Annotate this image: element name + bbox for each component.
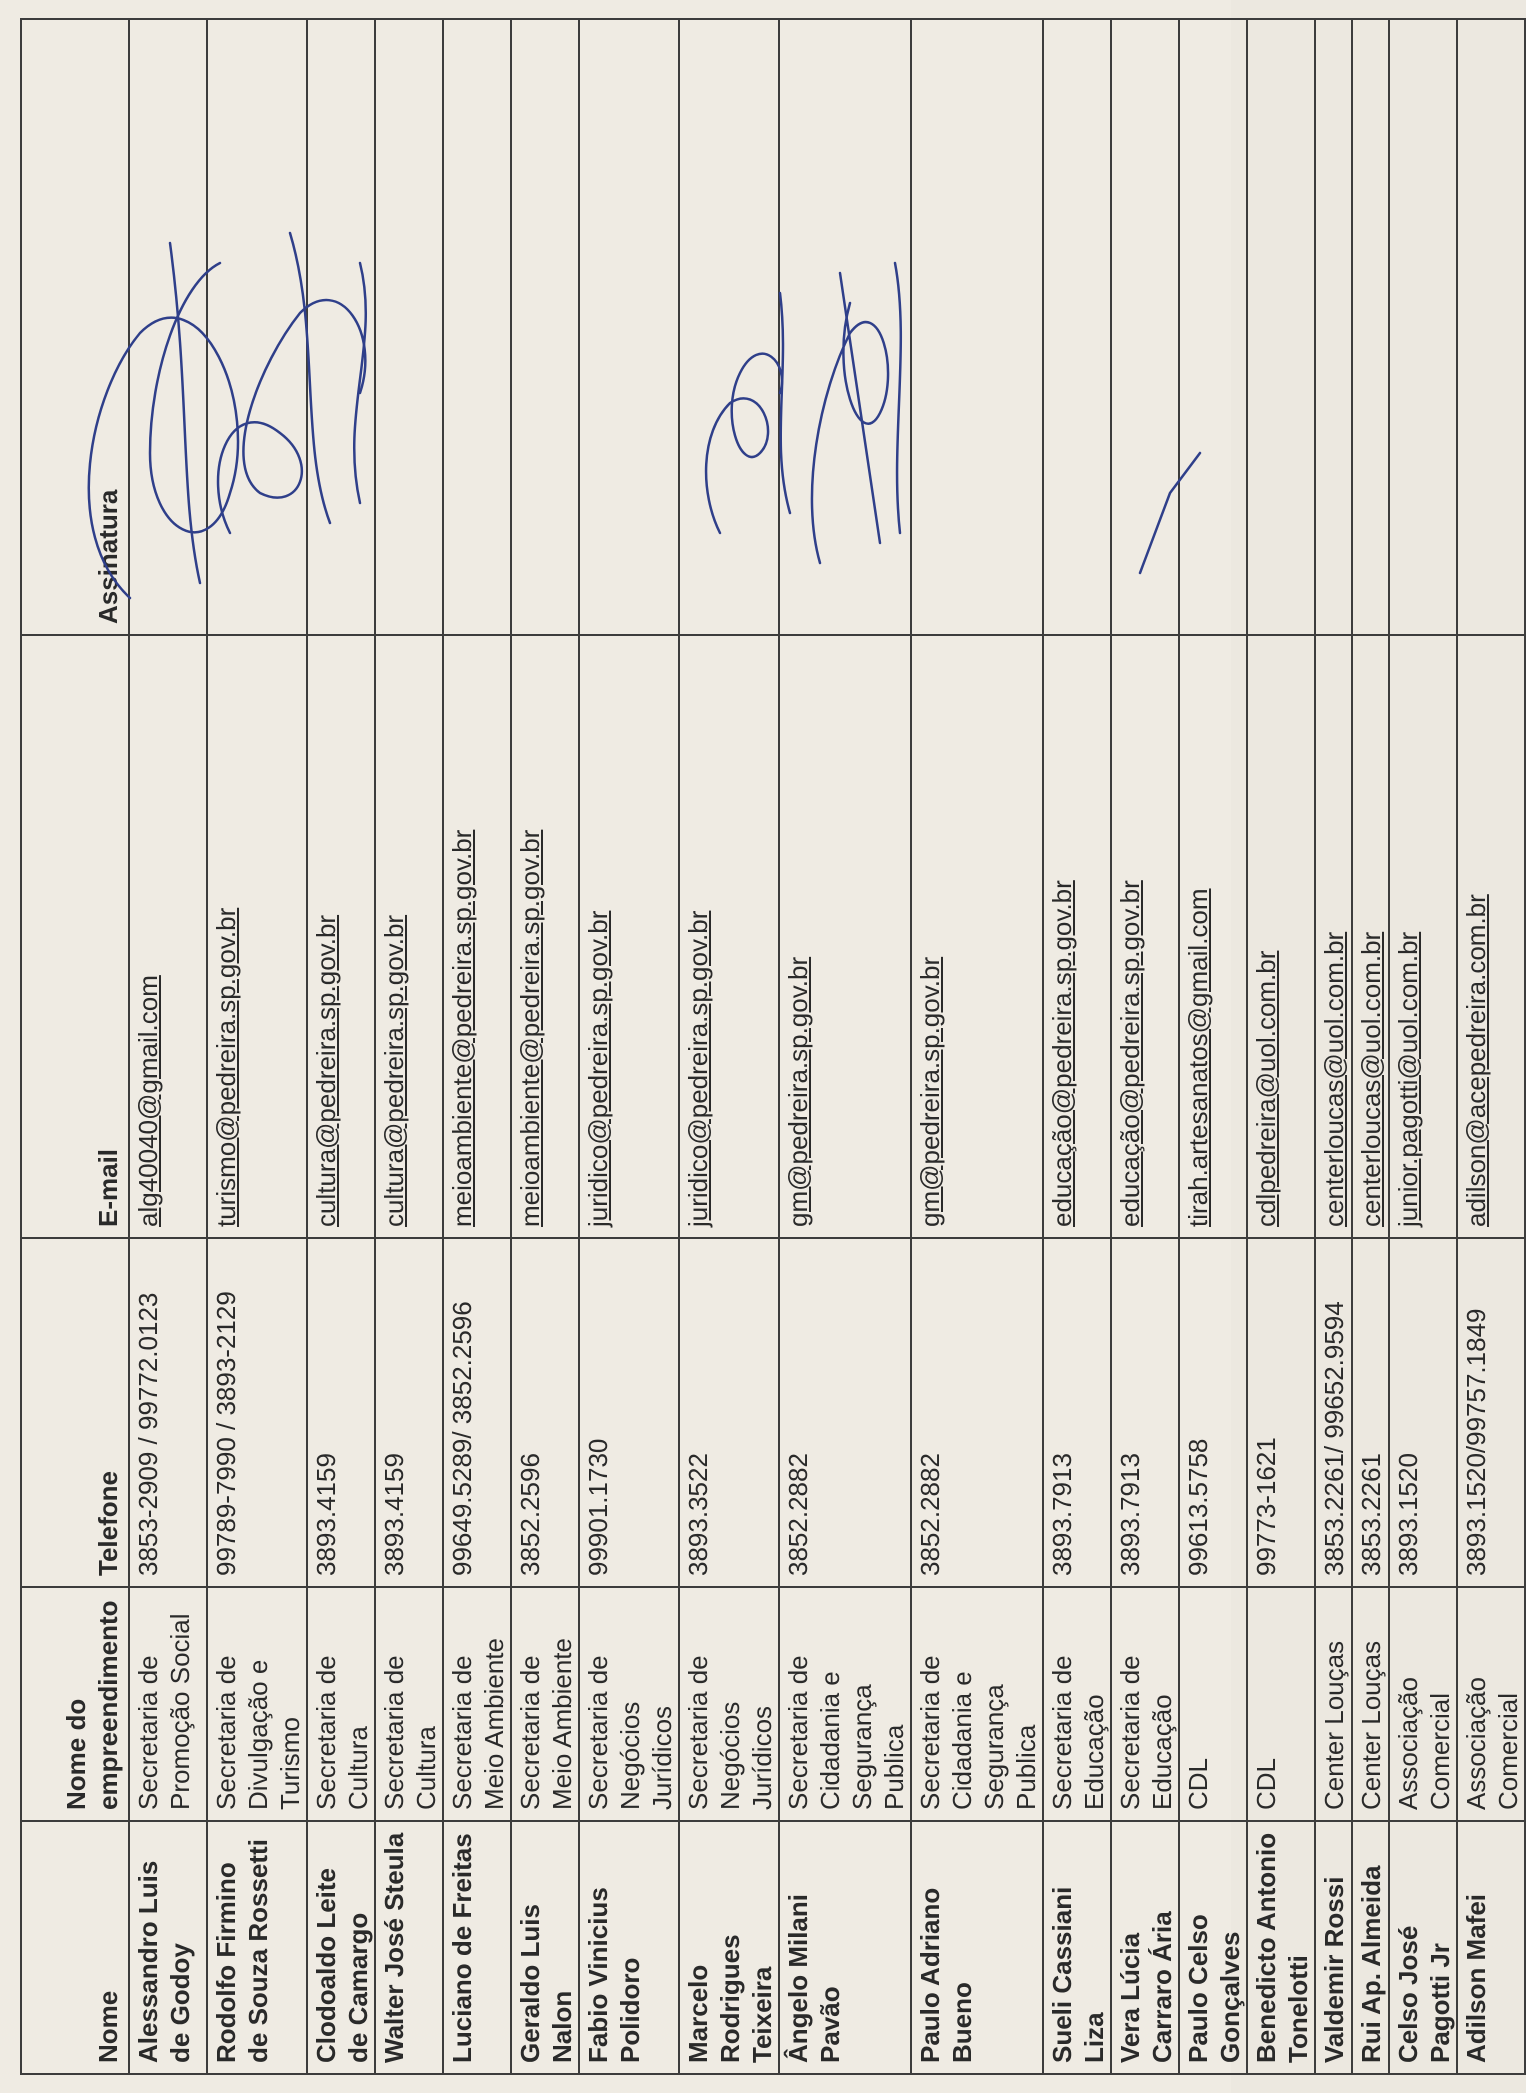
email-address <box>511 635 579 1238</box>
phone-number: 99649.5289/ 3852.2596 <box>443 1238 511 1587</box>
email-address <box>579 635 679 1238</box>
signature-cell <box>1043 19 1111 635</box>
participant-name: Alessandro Luis de Godoy <box>129 1821 207 2074</box>
email-text: meioambiente@pedreira.sp.gov.br <box>515 829 545 1227</box>
table-row <box>1352 19 1389 2074</box>
email-address <box>1111 635 1179 1238</box>
attendance-table <box>20 18 1526 2075</box>
email-text: centerloucas@uol.com.br <box>1319 931 1349 1227</box>
signature-cell <box>1111 19 1179 635</box>
table-row <box>375 19 443 2074</box>
enterprise-name: Secretaria de Educação <box>1043 1587 1111 1821</box>
phone-number: 3893.4159 <box>375 1238 443 1587</box>
table-row <box>779 19 911 2074</box>
table-row <box>307 19 375 2074</box>
header-row <box>21 19 129 2074</box>
table-body <box>129 19 1525 2074</box>
enterprise-name: CDL <box>1247 1587 1315 1821</box>
signature-cell <box>779 19 911 635</box>
email-address <box>443 635 511 1238</box>
signature-cell <box>443 19 511 635</box>
enterprise-name: Associação Comercial <box>1457 1587 1525 1821</box>
email-text: cultura@pedreira.sp.gov.br <box>379 914 409 1227</box>
phone-number: 99613.5758 <box>1179 1238 1247 1587</box>
enterprise-name: CDL <box>1179 1587 1247 1821</box>
phone-number: 3893.3522 <box>679 1238 779 1587</box>
enterprise-name: Secretaria de Negócios Jurídicos <box>679 1587 779 1821</box>
table-row <box>511 19 579 2074</box>
email-address <box>1389 635 1457 1238</box>
email-text: junior.pagotti@uol.com.br <box>1393 931 1423 1227</box>
header-email: E-mail <box>21 635 129 1238</box>
table-row <box>1457 19 1525 2074</box>
table-row <box>1179 19 1247 2074</box>
phone-number: 3893.1520/99757.1849 <box>1457 1238 1525 1587</box>
signature-cell <box>911 19 1043 635</box>
signature-cell <box>207 19 307 635</box>
email-text: gm@pedreira.sp.gov.br <box>915 956 945 1227</box>
participant-name: Valdemir Rossi <box>1315 1821 1352 2074</box>
phone-number: 3893.7913 <box>1111 1238 1179 1587</box>
header-telefone: Telefone <box>21 1238 129 1587</box>
email-address <box>679 635 779 1238</box>
signature-cell <box>307 19 375 635</box>
signature-cell <box>511 19 579 635</box>
phone-number: 3893.1520 <box>1389 1238 1457 1587</box>
email-address <box>1043 635 1111 1238</box>
enterprise-name: Secretaria de Cidadania e Segurança Publica <box>911 1587 1043 1821</box>
table-row <box>1247 19 1315 2074</box>
email-text: educação@pedreira.sp.gov.br <box>1115 880 1145 1227</box>
enterprise-name: Secretaria de Educação <box>1111 1587 1179 1821</box>
phone-number: 3853.2261 <box>1352 1238 1389 1587</box>
signature-cell <box>1457 19 1525 635</box>
email-text: centerloucas@uol.com.br <box>1356 931 1386 1227</box>
participant-name: Rodolfo Firmino de Souza Rossetti <box>207 1821 307 2074</box>
phone-number: 3853-2909 / 99772.0123 <box>129 1238 207 1587</box>
email-text: gm@pedreira.sp.gov.br <box>783 956 813 1227</box>
phone-number: 3852.2882 <box>779 1238 911 1587</box>
email-text: educação@pedreira.sp.gov.br <box>1047 880 1077 1227</box>
phone-number: 3852.2596 <box>511 1238 579 1587</box>
participant-name: Benedicto Antonio Tonelotti <box>1247 1821 1315 2074</box>
enterprise-name: Secretaria de Meio Ambiente <box>511 1587 579 1821</box>
phone-number: 99773-1621 <box>1247 1238 1315 1587</box>
participant-name: Adilson Mafei <box>1457 1821 1525 2074</box>
participant-name: Walter José Steula <box>375 1821 443 2074</box>
participant-name: Marcelo Rodrigues Teixeira <box>679 1821 779 2074</box>
email-address <box>129 635 207 1238</box>
signature-cell <box>679 19 779 635</box>
email-text: meioambiente@pedreira.sp.gov.br <box>447 829 477 1227</box>
enterprise-name: Secretaria de Cultura <box>307 1587 375 1821</box>
table-row <box>1389 19 1457 2074</box>
email-text: juridico@pedreira.sp.gov.br <box>583 910 613 1227</box>
signature-cell <box>1389 19 1457 635</box>
enterprise-name: Secretaria de Promoção Social <box>129 1587 207 1821</box>
email-text: alg40040@gmail.com <box>133 975 163 1227</box>
participant-name: Clodoaldo Leite de Camargo <box>307 1821 375 2074</box>
signature-cell <box>579 19 679 635</box>
participant-name: Vera Lúcia Carraro Ária <box>1111 1821 1179 2074</box>
enterprise-name: Secretaria de Cidadania e Segurança Publica <box>779 1587 911 1821</box>
header-nome: Nome <box>21 1821 129 2074</box>
phone-number: 99789-7990 / 3893-2129 <box>207 1238 307 1587</box>
enterprise-name: Secretaria de Negócios Jurídicos <box>579 1587 679 1821</box>
email-address <box>1247 635 1315 1238</box>
table-row <box>1315 19 1352 2074</box>
table-row <box>679 19 779 2074</box>
enterprise-name: Secretaria de Cultura <box>375 1587 443 1821</box>
table-row <box>129 19 207 2074</box>
participant-name: Fabio Vinicius Polidoro <box>579 1821 679 2074</box>
table-row <box>911 19 1043 2074</box>
email-text: cdlpedreira@uol.com.br <box>1251 950 1281 1227</box>
signature-cell <box>1352 19 1389 635</box>
participant-name: Geraldo Luis Nalon <box>511 1821 579 2074</box>
signature-cell <box>129 19 207 635</box>
signature-cell <box>1315 19 1352 635</box>
participant-name: Ângelo Milani Pavão <box>779 1821 911 2074</box>
participant-name: Celso José Pagotti Jr <box>1389 1821 1457 2074</box>
enterprise-name: Secretaria de Meio Ambiente <box>443 1587 511 1821</box>
email-text: adilson@acepedreira.com.br <box>1461 894 1491 1227</box>
participant-name: Paulo Celso Gonçalves <box>1179 1821 1247 2074</box>
enterprise-name: Associação Comercial <box>1389 1587 1457 1821</box>
email-address <box>1457 635 1525 1238</box>
email-address <box>207 635 307 1238</box>
header-assinatura: Assinatura <box>21 19 129 635</box>
participant-name: Rui Ap. Almeida <box>1352 1821 1389 2074</box>
table-row <box>1111 19 1179 2074</box>
phone-number: 3893.4159 <box>307 1238 375 1587</box>
participant-name: Sueli Cassiani Liza <box>1043 1821 1111 2074</box>
table-row <box>1043 19 1111 2074</box>
signature-cell <box>375 19 443 635</box>
email-address <box>1315 635 1352 1238</box>
enterprise-name: Center Louças <box>1352 1587 1389 1821</box>
email-address <box>779 635 911 1238</box>
table-row <box>443 19 511 2074</box>
email-address <box>911 635 1043 1238</box>
participant-name: Luciano de Freitas <box>443 1821 511 2074</box>
phone-number: 99901.1730 <box>579 1238 679 1587</box>
email-text: cultura@pedreira.sp.gov.br <box>311 914 341 1227</box>
email-address <box>1352 635 1389 1238</box>
table-row <box>579 19 679 2074</box>
email-text: tirah.artesanatos@gmail.com <box>1183 888 1213 1227</box>
table-row <box>207 19 307 2074</box>
signature-cell <box>1179 19 1247 635</box>
email-address <box>375 635 443 1238</box>
enterprise-name: Center Louças <box>1315 1587 1352 1821</box>
email-address <box>307 635 375 1238</box>
phone-number: 3852.2882 <box>911 1238 1043 1587</box>
header-empreendimento: Nome do empreendimento <box>21 1587 129 1821</box>
email-text: turismo@pedreira.sp.gov.br <box>211 907 241 1227</box>
phone-number: 3893.7913 <box>1043 1238 1111 1587</box>
signature-cell <box>1247 19 1315 635</box>
email-address <box>1179 635 1247 1238</box>
phone-number: 3853.2261/ 99652.9594 <box>1315 1238 1352 1587</box>
participant-name: Paulo Adriano Bueno <box>911 1821 1043 2074</box>
email-text: juridico@pedreira.sp.gov.br <box>683 910 713 1227</box>
enterprise-name: Secretaria de Divulgação e Turismo <box>207 1587 307 1821</box>
